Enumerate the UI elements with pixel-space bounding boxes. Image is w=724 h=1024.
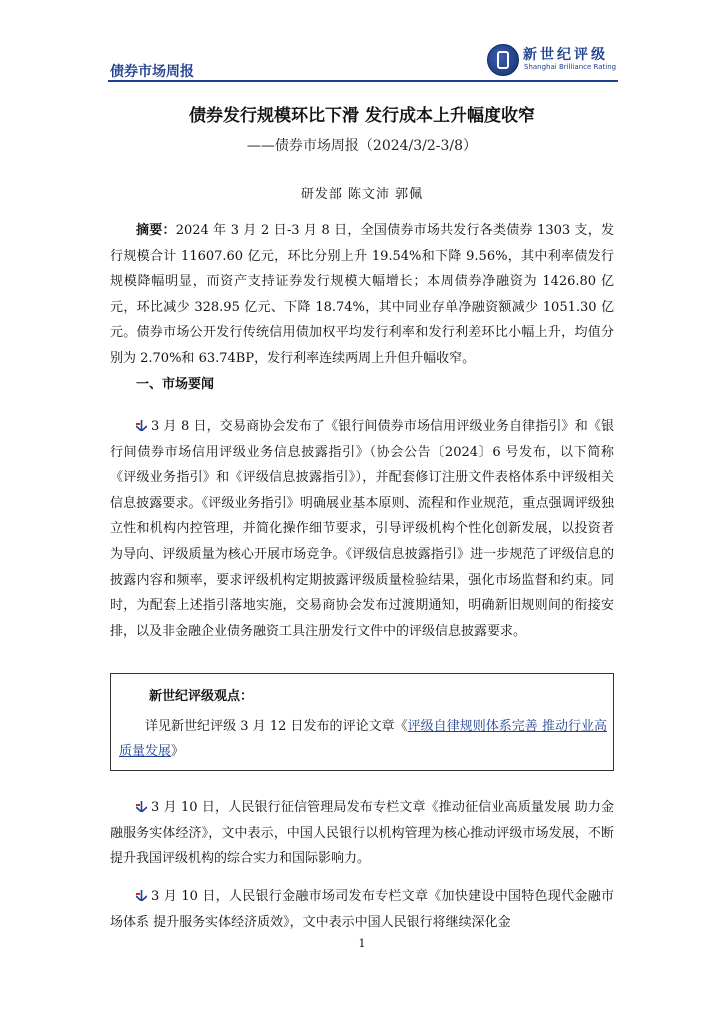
news-text: 3 月 10 日，人民银行金融市场司发布专栏文章《加快建设中国特色现代金融市场体系 提升服务实体经济质效》，文中表示中国人民银行将继续深化金: [110, 889, 614, 930]
viewpoint-article-link[interactable]: 评级自律规则体系完善 推动行业高质量发展: [119, 719, 608, 759]
header-title: 债券市场周报: [110, 64, 194, 80]
news-item: [110, 884, 614, 935]
abstract-paragraph: [110, 218, 614, 372]
bullet-arrow-icon: [136, 414, 151, 440]
section-heading-market-news: 一、市场要闻: [136, 377, 215, 392]
page-number: 1: [358, 937, 366, 950]
viewpoint-suffix: 》: [171, 744, 185, 759]
viewpoint-title: 新世纪评级观点：: [149, 689, 254, 704]
authors-line: 研发部 陈文沛 郭佩: [300, 187, 424, 202]
abstract-text: 2024 年 3 月 2 日-3 月 8 日，全国债券市场共发行各类债券 1303 支，发行规模合计 11607.60 亿元，环比分别上升 19.54%和下降 9.56%，其中利率债发行规模降幅明显，而资产支持证券发行规模大幅增长；本周债券净融资为 1426.80 亿元，环比减少 328.95 亿元、下降 18.74%，其中同业存单净融资额减少 1051.30 亿元。债券市场公开发行传统信用债加权平均发行利率和发行利差环比小幅上升，均值分别为 2.70%和 63.74BP，发行利率连续两周上升但升幅收窄。: [110, 223, 614, 366]
header-divider: [108, 80, 618, 82]
abstract-lead: 摘要：: [136, 223, 176, 238]
news-item: [110, 414, 614, 644]
document-subtitle: ——债券市场周报（2024/3/2-3/8）: [246, 138, 478, 154]
document-title: 债券发行规模环比下滑 发行成本上升幅度收窄: [189, 106, 535, 126]
news-text: 3 月 8 日，交易商协会发布了《银行间债券市场信用评级业务自律指引》和《银行间债券市场信用评级业务信息披露指引》（协会公告〔2024〕6 号发布，以下简称《评级业务指引》和《评级信息披露指引》），并配套修订注册文件表格体系中评级相关信息披露要求。《评级业务指引》明确展业基本原则、流程和作业规范，重点强调评级独立性和机构内控管理，并简化操作细节要求，引导评级机构个性化创新发展，以投资者为导向、评级质量为核心开展市场竞争。《评级信息披露指引》进一步规范了评级信息的披露内容和频率，要求评级机构定期披露评级质量检验结果，强化市场监督和约束。同时，为配套上述指引落地实施，交易商协会发布过渡期通知，明确新旧规则间的衔接安排，以及非金融企业债务融资工具注册发行文件中的评级信息披露要求。: [110, 419, 614, 639]
logo-text-en: Shanghai Brilliance Rating: [524, 63, 617, 71]
bullet-arrow-icon: [136, 795, 151, 821]
bullet-arrow-icon: [136, 884, 151, 910]
viewpoint-box: [110, 673, 614, 771]
company-logo: [487, 44, 617, 76]
viewpoint-text: [119, 714, 607, 764]
viewpoint-prefix: 详见新世纪评级 3 月 12 日发布的评论文章《: [145, 719, 408, 734]
logo-text-cn: 新世纪评级: [523, 47, 608, 63]
news-item: [110, 795, 614, 872]
news-text: 3 月 10 日，人民银行征信管理局发布专栏文章《推动征信业高质量发展 助力金融服务实体经济》，文中表示，中国人民银行以机构管理为核心推动评级市场发展，不断提升我国评级机构的综合实力和国际影响力。: [110, 800, 614, 867]
logo-emblem-icon: [487, 44, 519, 76]
